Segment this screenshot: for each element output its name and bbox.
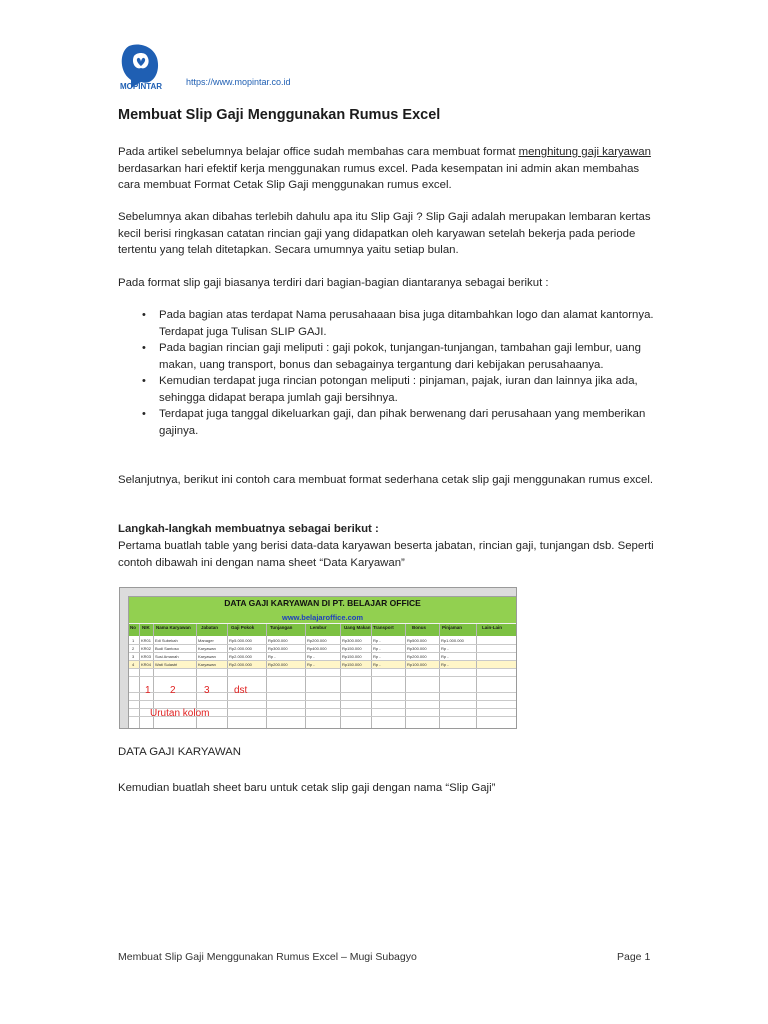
list-item: • Pada bagian atas terdapat Nama perusahaaan bisa juga ditambahkan logo dan alamat kantornya. Terdapat juga Tulisan SLIP GAJI. bbox=[142, 309, 654, 338]
row-header-strip bbox=[120, 596, 129, 728]
list-item: • Pada bagian rincian gaji meliputi : gaji pokok, tunjangan-tunjangan, tambahan gaji lembur, uang makan, uang transport, bonus dan sebagainya tergantung dari kebijakan perusahaanya. bbox=[142, 342, 641, 371]
step-two-paragraph: Kemudian buatlah sheet baru untuk cetak slip gaji dengan nama “Slip Gaji” bbox=[118, 782, 496, 794]
example-paragraph: Selanjutnya, berikut ini contoh cara membuat format sederhana cetak slip gaji menggunakan rumus excel. bbox=[118, 474, 654, 486]
table-header: Gaji Pokok bbox=[231, 625, 255, 630]
spreadsheet-image: DATA GAJI KARYAWAN DI PT. BELAJAR OFFICE www.belajaroffice.com No NIK Nama Karyawan Jabatan Gaji Pokok Tunjangan Lembur Uang Makan Transport Bonus Pinjaman Lain-Lain 1 KR01 Edi Subekah Manager Rp5.000.000 Rp500.000 Rp200.000 Rp300.000 Rp - Rp500.000 Rp1.000.000 2 KR02 Budi Santoso Karyawan Rp2.000.000 Rp300.000 Rp400.000 Rp150.000 Rp - Rp300.000 Rp - 3 KR03 Susi Amanah Karyawan Rp2.000.000 Rp - Rp - Rp150.000 Rp - Rp200.000 Rp - 4 KR04 Wati Sulastri Karyawan Rp2.000.000 Rp200.000 Rp - Rp150.000 Rp - Rp100.000 Rp - 1 2 3 dst Urutan kolom bbox=[119, 587, 517, 729]
annotation-3: 3 bbox=[204, 685, 210, 696]
annotation-2: 2 bbox=[170, 685, 176, 696]
link-menghitung-gaji[interactable]: menghitung gaji karyawan bbox=[518, 146, 651, 158]
table-header: Transport bbox=[373, 625, 394, 630]
steps-heading: Langkah-langkah membuatnya sebagai berikut : bbox=[118, 523, 379, 535]
footer-title: Membuat Slip Gaji Menggunakan Rumus Excel – Mugi Subagyo bbox=[118, 951, 417, 963]
annotation-1: 1 bbox=[145, 685, 151, 696]
table-header: Uang Makan bbox=[344, 625, 371, 630]
list-item: • Terdapat juga tanggal dikeluarkan gaji, dan pihak berwenang dari perusahaan yang memberikan gajinya. bbox=[142, 408, 646, 437]
bullet-icon: • bbox=[142, 375, 146, 387]
parts-list bbox=[118, 307, 654, 439]
document-title: Membuat Slip Gaji Menggunakan Rumus Excel bbox=[118, 107, 441, 123]
sheet-site: www.belajaroffice.com bbox=[282, 613, 363, 622]
parts-intro-paragraph: Pada format slip gaji biasanya terdiri dari bagian-bagian diantaranya sebagai berikut : bbox=[118, 277, 549, 289]
sheet-title: DATA GAJI KARYAWAN DI PT. BELAJAR OFFICE bbox=[224, 598, 421, 608]
table-header: Tunjangan bbox=[270, 625, 293, 630]
bullet-icon: • bbox=[142, 342, 146, 354]
table-header: Bonus bbox=[412, 625, 426, 630]
mopintar-logo bbox=[117, 42, 183, 92]
bullet-icon: • bbox=[142, 309, 146, 321]
annotation-dst: dst bbox=[234, 685, 248, 696]
table-header: Lain-Lain bbox=[482, 625, 502, 630]
intro-paragraph: Pada artikel sebelumnya belajar office sudah membahas cara membuat format menghitung gaji karyawan berdasarkan hari efektif kerja menggunakan rumus excel. Pada kesempatan ini admin akan membahas cara membuat Format Cetak Slip Gaji menggunakan rumus excel. bbox=[118, 146, 651, 191]
table-header: NIK bbox=[142, 625, 150, 630]
selected-row-highlight bbox=[129, 660, 516, 668]
table-header: No bbox=[130, 625, 136, 630]
list-item: • Kemudian terdapat juga rincian potongan meliputi : pinjaman, pajak, iuran dan lainnya jika ada, sehingga didapat berapa jumlah gaji bersihnya. bbox=[142, 375, 638, 404]
column-header-strip bbox=[120, 588, 516, 597]
definition-paragraph: Sebelumnya akan dibahas terlebih dahulu apa itu Slip Gaji ? Slip Gaji adalah merupakan lembaran kertas kecil berisi ringkasan catatan rincian gaji yang didapatkan oleh karyawan setelah bekerja pada periode tertentu yang telah ditetapkan. Secara umumnya yaitu setiap bulan. bbox=[118, 211, 651, 256]
table-header: Nama Karyawan bbox=[156, 625, 191, 630]
image-caption: DATA GAJI KARYAWAN bbox=[118, 746, 241, 758]
site-url[interactable]: https://www.mopintar.co.id bbox=[186, 77, 291, 87]
table-header: Jabatan bbox=[201, 625, 219, 630]
table-header: Lembur bbox=[310, 625, 327, 630]
svg-text:MOPINTAR: MOPINTAR bbox=[120, 82, 163, 91]
page-number: Page 1 bbox=[617, 951, 651, 963]
table-header: Pinjaman bbox=[442, 625, 463, 630]
step-one-paragraph: Pertama buatlah table yang berisi data-data karyawan beserta jabatan, rincian gaji, tunjangan dsb. Seperti contoh dibawah ini dengan nama sheet “Data Karyawan” bbox=[118, 540, 654, 569]
annotation-urutan-kolom: Urutan kolom bbox=[150, 708, 210, 719]
bullet-icon: • bbox=[142, 408, 146, 420]
